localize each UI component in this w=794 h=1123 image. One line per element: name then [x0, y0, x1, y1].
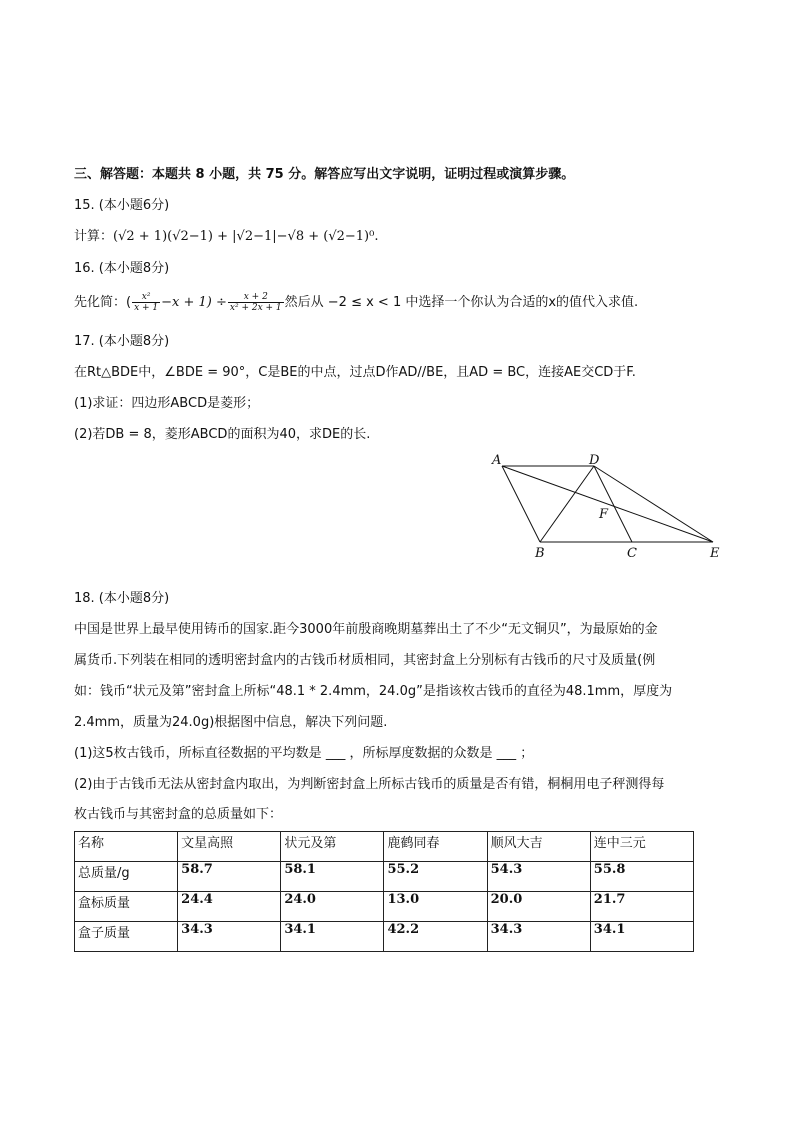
- q18-part2-line-2: 枚古钱币与其密封盒的总质量如下：: [74, 807, 283, 822]
- table-header-cell: 文星高照: [178, 832, 281, 862]
- table-cell: 58.7: [178, 862, 281, 892]
- q18-para-line-4: 2.4mm，质量为24.0g)根据图中信息，解决下列问题.: [74, 715, 388, 730]
- table-cell: 58.1: [281, 862, 384, 892]
- table-header-cell: 顺风大吉: [487, 832, 590, 862]
- rhombus-figure: [486, 448, 726, 564]
- section-header: 三、解答题：本题共 8 小题，共 75 分。解答应写出文字说明，证明过程或演算步骤。: [74, 167, 575, 182]
- q16-title: 16. (本小题8分): [74, 261, 170, 276]
- q18-part2-line-1: (2)由于古钱币无法从密封盒内取出，为判断密封盒上所标古钱币的质量是否有错，桐桐用电子秤测得每: [74, 777, 665, 792]
- table-cell: 21.7: [590, 892, 693, 922]
- table-cell: 20.0: [487, 892, 590, 922]
- segment-ae: [502, 466, 713, 542]
- table-cell: 55.2: [384, 862, 487, 892]
- table-cell: 24.0: [281, 892, 384, 922]
- table-cell: 34.1: [590, 922, 693, 952]
- label-f: F: [599, 507, 609, 522]
- table-header-row: [75, 832, 694, 862]
- q16-fraction-1: $\frac{\text{x²}}{x + 1}$: [134, 292, 159, 313]
- q16-body: [74, 292, 638, 314]
- q17-title: 17. (本小题8分): [74, 334, 170, 349]
- q16-mid: −x + 1) ÷: [161, 295, 227, 310]
- label-b: B: [535, 546, 545, 561]
- table-header-cell: 鹿鹤同春: [384, 832, 487, 862]
- table-row-label: 盒标质量: [75, 892, 178, 922]
- q15-expression: (√2 + 1)(√2−1) + |√2−1|−√8 + (√2−1)⁰.: [113, 229, 379, 244]
- table-cell: 54.3: [487, 862, 590, 892]
- q17-part2: (2)若DB = 8，菱形ABCD的面积为40，求DE的长.: [74, 427, 371, 442]
- q17-text: 在Rt△BDE中，∠BDE = 90°，C是BE的中点，过点D作AD//BE，且AD = BC，连接AE交CD于F.: [74, 365, 636, 380]
- table-header-cell: 连中三元: [590, 832, 693, 862]
- table-header-cell: 名称: [75, 832, 178, 862]
- label-a: A: [492, 453, 502, 468]
- q18-para-line-3: 如：钱币“状元及第”密封盒上所标“48.1 * 2.4mm，24.0g”是指该枚古钱币的直径为48.1mm，厚度为: [74, 684, 673, 699]
- q17-part1: (1)求证：四边形ABCD是菱形；: [74, 396, 260, 411]
- q18-para-line-1: 中国是世界上最早使用铸币的国家.距今3000年前殷商晚期墓葬出土了不少“无文铜贝”，为最原始的金: [74, 622, 658, 637]
- table-row-label: 总质量/g: [75, 862, 178, 892]
- segment-de: [594, 466, 713, 542]
- q16-prefix: 先化简：(: [74, 295, 132, 310]
- table-row: [75, 922, 694, 952]
- table-header-cell: 状元及第: [281, 832, 384, 862]
- table-cell: 34.3: [178, 922, 281, 952]
- coin-mass-table: [74, 831, 694, 952]
- table-row-label: 盒子质量: [75, 922, 178, 952]
- q18-part1: (1)这5枚古钱币，所标直径数据的平均数是 ___ ，所标厚度数据的众数是 ___ ；: [74, 746, 534, 761]
- q15-title: 15. (本小题6分): [74, 198, 170, 213]
- q15-body: [74, 228, 378, 246]
- segment-cd: [594, 466, 632, 542]
- table-cell: 34.1: [281, 922, 384, 952]
- table-cell: 34.3: [487, 922, 590, 952]
- table-row: [75, 892, 694, 922]
- label-d: D: [589, 453, 600, 468]
- label-e: E: [710, 546, 720, 561]
- segment-bd: [540, 466, 594, 542]
- table-cell: 55.8: [590, 862, 693, 892]
- table-cell: 42.2: [384, 922, 487, 952]
- label-c: C: [627, 546, 637, 561]
- table-cell: 13.0: [384, 892, 487, 922]
- q18-title: 18. (本小题8分): [74, 591, 170, 606]
- q18-para-line-2: 属货币.下列装在相同的透明密封盒内的古钱币材质相同，其密封盒上分别标有古钱币的尺寸及质量(例: [74, 653, 656, 668]
- q15-prefix: 计算：: [74, 229, 114, 244]
- q16-suffix: 然后从 −2 ≤ x < 1 中选择一个你认为合适的x的值代入求值.: [284, 295, 639, 310]
- table-cell: 24.4: [178, 892, 281, 922]
- table-row: [75, 862, 694, 892]
- q16-fraction-2: $\frac{x + 2}{\text{x² + 2x + 1}}$: [229, 292, 282, 313]
